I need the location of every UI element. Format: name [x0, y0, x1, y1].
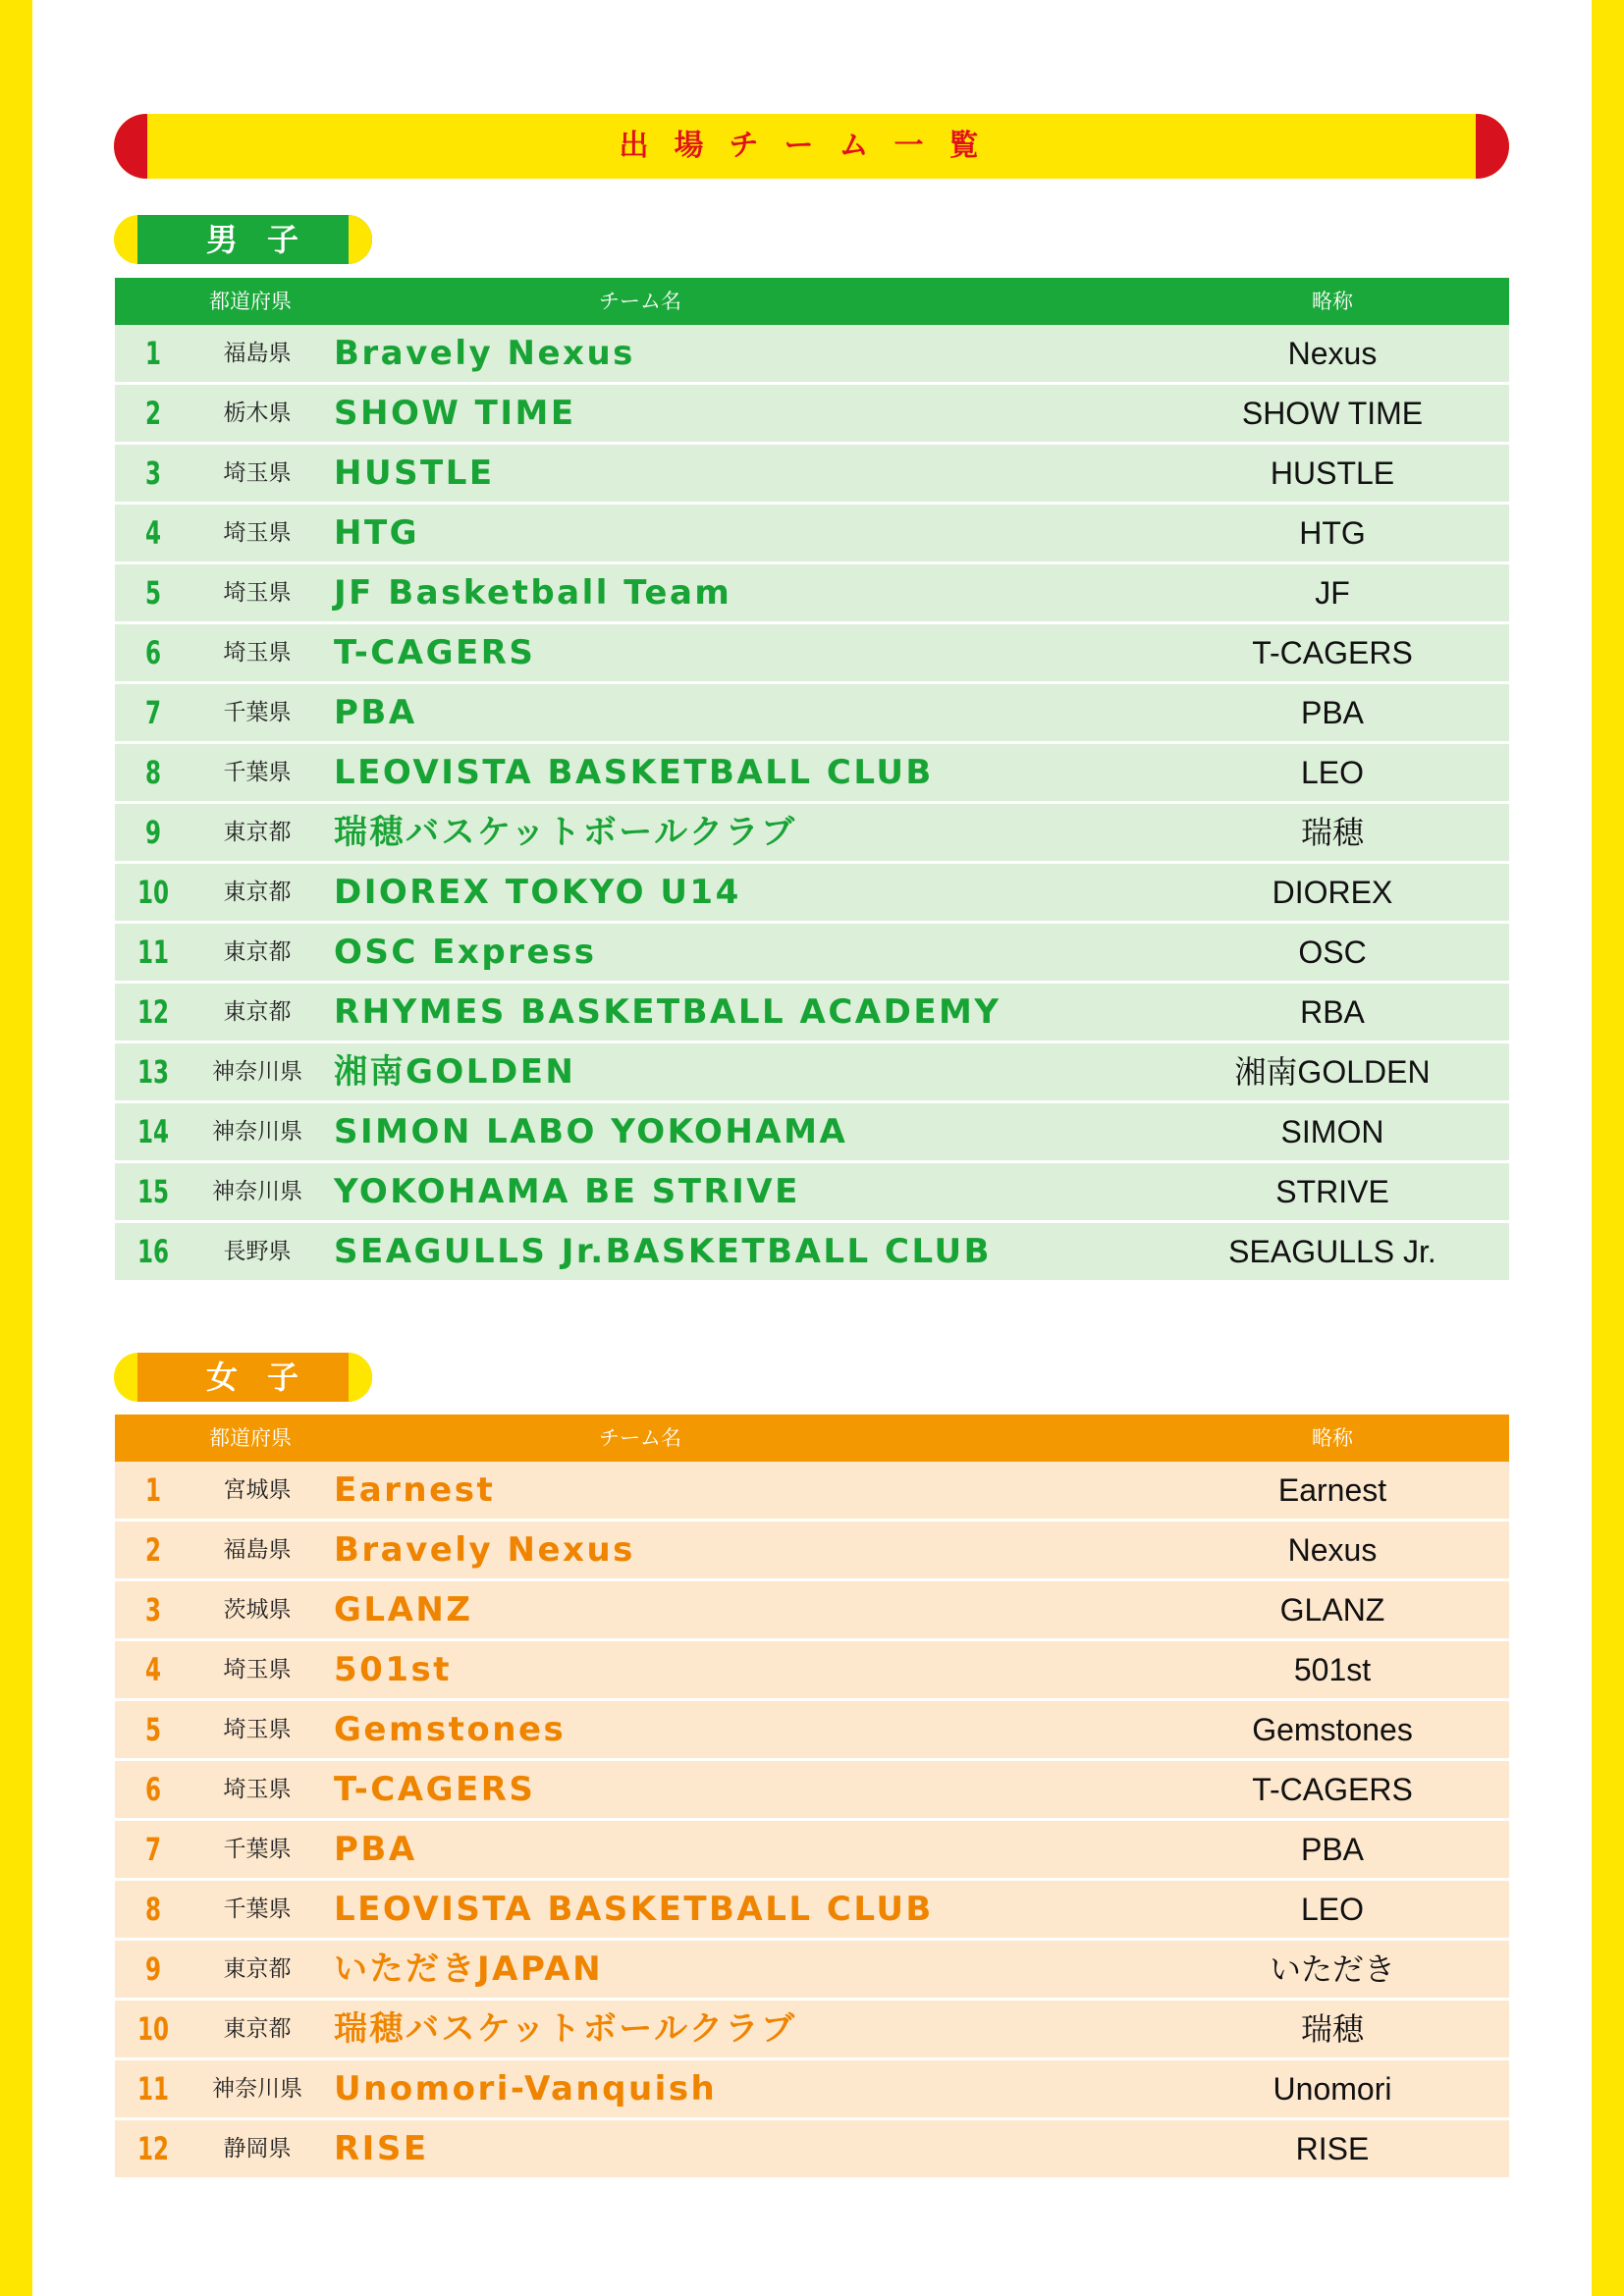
row-number: 9 [144, 1950, 162, 1988]
row-team-name: RISE [334, 2129, 429, 2168]
table-row [115, 1462, 1509, 1519]
row-prefecture: 埼玉県 [223, 1777, 292, 1802]
row-number: 7 [144, 1831, 162, 1868]
row-team-name: JF Basketball Team [334, 573, 732, 613]
table-row [115, 1522, 1509, 1578]
row-number: 11 [136, 934, 170, 971]
row-abbreviation: 瑞穂 [1300, 815, 1364, 850]
boys-label-tail [349, 215, 372, 264]
row-team-name: RHYMES BASKETBALL ACADEMY [334, 992, 1001, 1032]
row-number: 15 [136, 1173, 170, 1210]
row-team-name: 瑞穂バスケットボールクラブ [334, 2009, 797, 2049]
header-abbreviation: 略称 [1312, 1426, 1353, 1450]
girls-team-table [115, 1415, 1509, 2177]
table-row [115, 564, 1509, 621]
row-number: 10 [136, 874, 170, 911]
row-prefecture: 千葉県 [223, 760, 292, 785]
row-team-name: Gemstones [334, 1710, 567, 1749]
row-abbreviation: DIOREX [1272, 875, 1393, 910]
table-row [115, 1881, 1509, 1938]
row-prefecture: 埼玉県 [223, 1657, 292, 1682]
boys-label-text: 男子 [206, 221, 329, 258]
row-prefecture: 埼玉県 [223, 580, 292, 606]
row-number: 12 [136, 993, 170, 1031]
row-abbreviation: 501st [1293, 1652, 1372, 1687]
header-prefecture: 都道府県 [209, 290, 292, 313]
table-row [115, 1103, 1509, 1160]
girls-section-label [114, 1353, 372, 1402]
row-team-name: YOKOHAMA BE STRIVE [334, 1172, 800, 1211]
row-prefecture: 宮城県 [223, 1477, 292, 1503]
row-prefecture: 東京都 [223, 999, 292, 1025]
row-number: 16 [136, 1233, 170, 1270]
row-abbreviation: 湘南GOLDEN [1234, 1054, 1431, 1090]
row-abbreviation: HTG [1299, 515, 1366, 551]
row-prefecture: 神奈川県 [212, 1119, 302, 1145]
row-abbreviation: Nexus [1287, 1532, 1378, 1568]
row-prefecture: 栃木県 [223, 400, 292, 426]
row-prefecture: 神奈川県 [212, 2076, 302, 2102]
table-row [115, 505, 1509, 561]
row-number: 5 [144, 574, 162, 612]
row-abbreviation: HUSTLE [1270, 455, 1395, 491]
row-abbreviation: Gemstones [1252, 1712, 1413, 1747]
boys-team-table [115, 278, 1509, 1280]
row-number: 11 [136, 2070, 170, 2108]
row-number: 6 [144, 634, 162, 671]
header-prefecture: 都道府県 [209, 1426, 292, 1450]
row-abbreviation: いただき [1269, 1951, 1395, 1987]
row-abbreviation: PBA [1300, 1832, 1365, 1867]
row-abbreviation: GLANZ [1279, 1592, 1385, 1628]
table-row [115, 2120, 1509, 2177]
row-abbreviation: SEAGULLS Jr. [1228, 1234, 1436, 1269]
row-team-name: DIOREX TOKYO U14 [334, 873, 741, 912]
row-abbreviation: Unomori [1272, 2071, 1392, 2107]
table-row [115, 1581, 1509, 1638]
header-team-name: チーム名 [599, 1426, 681, 1450]
row-abbreviation: LEO [1300, 1892, 1365, 1927]
boys-table-body [115, 325, 1509, 1280]
row-number: 1 [144, 335, 162, 372]
page-title: 出場チーム一覧 [619, 129, 1004, 163]
row-prefecture: 埼玉県 [223, 1717, 292, 1742]
table-row [115, 1941, 1509, 1998]
left-yellow-border [0, 0, 32, 2296]
row-abbreviation: RISE [1295, 2131, 1370, 2166]
row-team-name: OSC Express [334, 933, 597, 972]
boys-section-label [114, 215, 372, 264]
row-team-name: SIMON LABO YOKOHAMA [334, 1112, 848, 1151]
row-prefecture: 神奈川県 [212, 1059, 302, 1085]
row-abbreviation: SIMON [1280, 1114, 1384, 1149]
row-abbreviation: RBA [1300, 994, 1365, 1030]
row-team-name: HTG [334, 513, 420, 553]
row-team-name: HUSTLE [334, 454, 495, 493]
row-abbreviation: OSC [1298, 934, 1367, 970]
row-number: 2 [144, 395, 162, 432]
row-team-name: T-CAGERS [334, 633, 536, 672]
row-abbreviation: PBA [1300, 695, 1365, 730]
row-team-name: Earnest [334, 1470, 496, 1510]
table-row [115, 984, 1509, 1041]
row-prefecture: 福島県 [223, 1537, 292, 1563]
row-prefecture: 東京都 [223, 820, 292, 845]
table-row [115, 2001, 1509, 2057]
row-team-name: SHOW TIME [334, 394, 576, 433]
row-team-name: Unomori-Vanquish [334, 2069, 718, 2109]
row-team-name: PBA [334, 693, 417, 732]
row-number: 14 [136, 1113, 170, 1150]
row-prefecture: 埼玉県 [223, 640, 292, 666]
table-row [115, 325, 1509, 382]
row-prefecture: 茨城県 [223, 1597, 292, 1623]
row-team-name: 瑞穂バスケットボールクラブ [334, 813, 797, 852]
table-row [115, 1223, 1509, 1280]
row-prefecture: 東京都 [223, 1956, 292, 1982]
table-row [115, 804, 1509, 861]
table-row [115, 1641, 1509, 1698]
row-abbreviation: SHOW TIME [1241, 396, 1424, 431]
row-abbreviation: 瑞穂 [1300, 2011, 1364, 2047]
row-prefecture: 福島県 [223, 341, 292, 366]
table-row [115, 744, 1509, 801]
table-row [115, 445, 1509, 502]
row-prefecture: 東京都 [223, 2016, 292, 2042]
row-abbreviation: T-CAGERS [1252, 1772, 1413, 1807]
row-team-name: SEAGULLS Jr.BASKETBALL CLUB [334, 1232, 992, 1271]
right-yellow-border [1592, 0, 1624, 2296]
row-abbreviation: Nexus [1287, 336, 1378, 371]
girls-label-text: 女子 [206, 1359, 329, 1396]
table-row [115, 1163, 1509, 1220]
row-number: 1 [144, 1471, 162, 1509]
row-team-name: 501st [334, 1650, 452, 1689]
row-number: 7 [144, 694, 162, 731]
girls-label-tail [349, 1353, 372, 1402]
row-prefecture: 埼玉県 [223, 520, 292, 546]
row-team-name: T-CAGERS [334, 1770, 536, 1809]
row-number: 3 [144, 1591, 162, 1629]
table-row [115, 624, 1509, 681]
row-team-name: Bravely Nexus [334, 334, 635, 373]
row-prefecture: 神奈川県 [212, 1179, 302, 1204]
boys-table-header [115, 278, 1509, 325]
row-prefecture: 長野県 [223, 1239, 292, 1264]
girls-table-body [115, 1462, 1509, 2177]
row-prefecture: 千葉県 [223, 1896, 292, 1922]
row-number: 4 [144, 514, 162, 552]
table-row [115, 1701, 1509, 1758]
header-abbreviation: 略称 [1312, 290, 1353, 313]
page-title-banner [114, 114, 1509, 179]
row-number: 9 [144, 814, 162, 851]
row-abbreviation: T-CAGERS [1252, 635, 1413, 670]
row-number: 12 [136, 2130, 170, 2167]
table-row [115, 1821, 1509, 1878]
table-row [115, 864, 1509, 921]
row-abbreviation: STRIVE [1275, 1174, 1389, 1209]
row-number: 10 [136, 2010, 170, 2048]
row-abbreviation: Earnest [1277, 1472, 1387, 1508]
row-number: 3 [144, 454, 162, 492]
row-number: 6 [144, 1771, 162, 1808]
row-prefecture: 埼玉県 [223, 460, 292, 486]
row-prefecture: 千葉県 [223, 1837, 292, 1862]
row-number: 5 [144, 1711, 162, 1748]
row-prefecture: 東京都 [223, 939, 292, 965]
row-team-name: LEOVISTA BASKETBALL CLUB [334, 753, 934, 792]
row-number: 8 [144, 754, 162, 791]
row-prefecture: 東京都 [223, 880, 292, 905]
table-row [115, 684, 1509, 741]
row-team-name: Bravely Nexus [334, 1530, 635, 1570]
row-number: 2 [144, 1531, 162, 1569]
header-team-name: チーム名 [599, 290, 681, 313]
row-abbreviation: LEO [1300, 755, 1365, 790]
row-team-name: いただきJAPAN [334, 1949, 604, 1989]
row-team-name: GLANZ [334, 1590, 473, 1629]
table-row [115, 1761, 1509, 1818]
table-row [115, 1043, 1509, 1100]
row-prefecture: 千葉県 [223, 700, 292, 725]
row-team-name: PBA [334, 1830, 417, 1869]
row-team-name: 湘南GOLDEN [334, 1052, 576, 1092]
row-team-name: LEOVISTA BASKETBALL CLUB [334, 1890, 934, 1929]
girls-table-header [115, 1415, 1509, 1462]
table-row [115, 385, 1509, 442]
table-row [115, 924, 1509, 981]
row-number: 13 [136, 1053, 170, 1091]
row-number: 8 [144, 1891, 162, 1928]
table-row [115, 2060, 1509, 2117]
row-number: 4 [144, 1651, 162, 1688]
row-prefecture: 静岡県 [223, 2136, 292, 2162]
row-abbreviation: JF [1315, 575, 1350, 611]
